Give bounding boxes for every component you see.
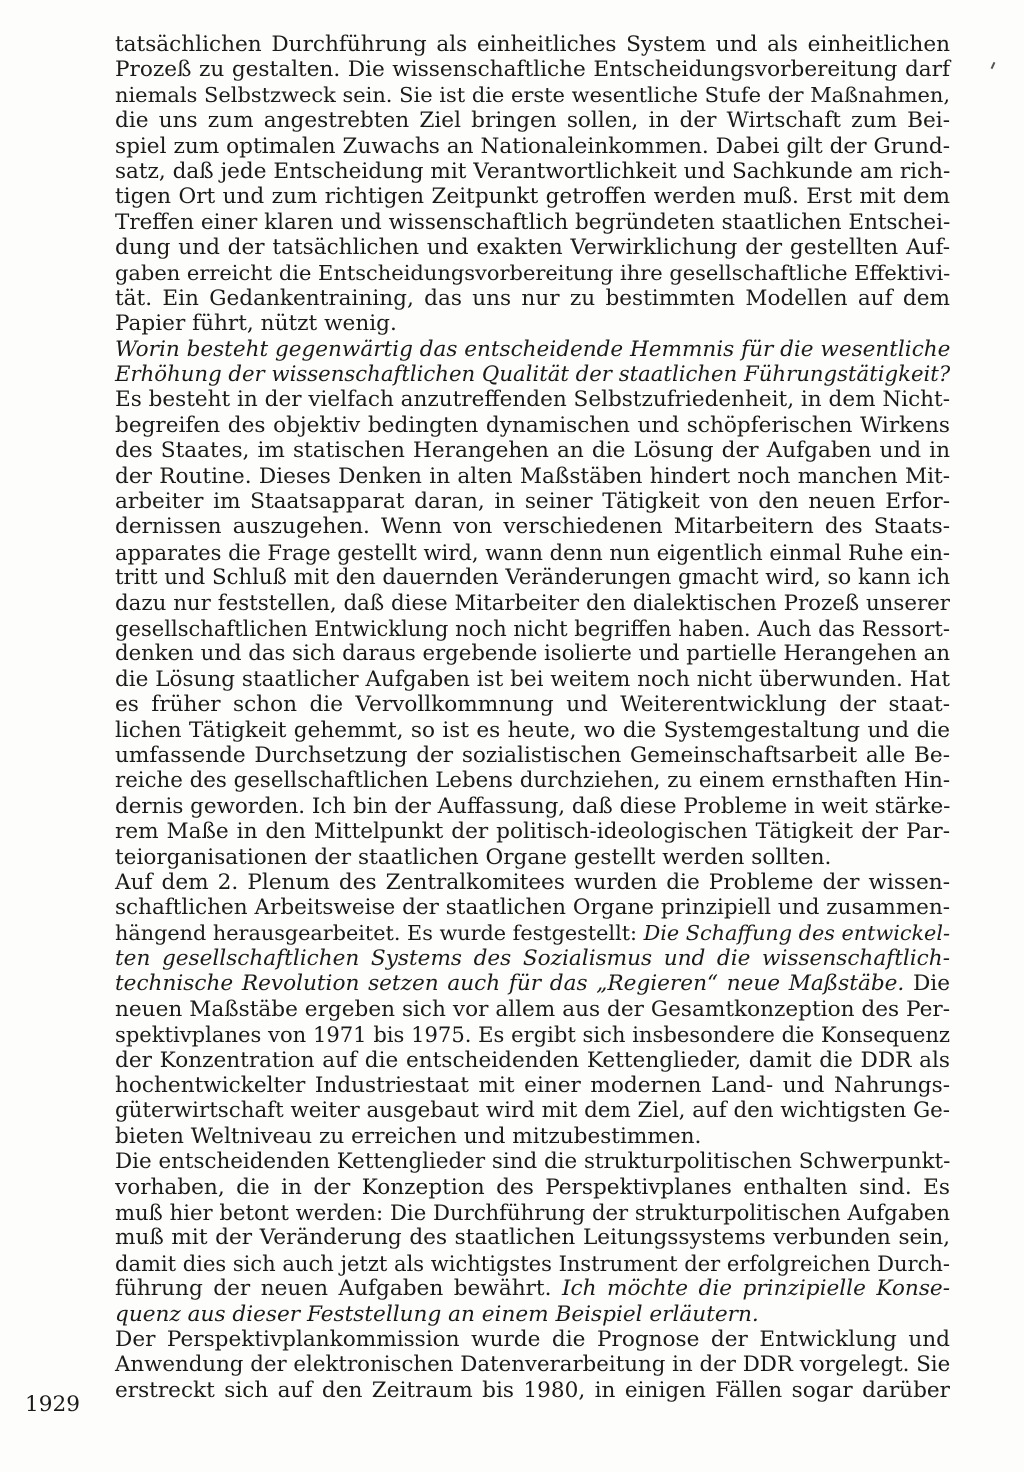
line-text: rem Maße in den Mittelpunkt der politisch-ideologischen Tätigkeit der Par- bbox=[115, 819, 950, 845]
text-line bbox=[115, 819, 950, 844]
text-line bbox=[115, 57, 950, 82]
line-text: begreifen des objektiv bedingten dynamischen und schöpferischen Wirkens bbox=[115, 412, 950, 438]
text-line bbox=[115, 1302, 950, 1327]
line-text: muß hier betont werden: Die Durchführung der strukturpolitischen Aufgaben bbox=[115, 1199, 950, 1225]
line-text: gaben erreicht die Entscheidungsvorbereitung ihre gesellschaftliche Effektivi- bbox=[115, 260, 951, 285]
line-text: neuen Maßstäbe ergeben sich vor allem aus der Gesamtkonzeption des Per- bbox=[115, 996, 950, 1022]
line-text: güterwirtschaft weiter ausgebaut wird mit dem Ziel, auf den wichtigsten Ge- bbox=[115, 1098, 950, 1124]
line-text: dazu nur feststellen, daß diese Mitarbeiter den dialektischen Prozeß unserer bbox=[115, 590, 950, 616]
line-text: Worin besteht gegenwärtig das entscheidende Hemmnis für die wesentliche bbox=[115, 336, 951, 362]
line-text: der Routine. Dieses Denken in alten Maßstäben hindert noch manchen Mit- bbox=[115, 463, 950, 489]
line-text: führung der neuen Aufgaben bewährt. bbox=[115, 1276, 562, 1302]
text-line bbox=[115, 692, 950, 717]
text-line bbox=[115, 1073, 950, 1098]
line-text: tritt und Schluß mit den dauernden Veränderungen gmacht wird, so kann ich bbox=[115, 565, 950, 591]
line-text: der Konzentration auf die entscheidenden Kettenglieder, damit die DDR als bbox=[115, 1047, 950, 1073]
text-line bbox=[115, 794, 950, 819]
text-line bbox=[115, 971, 950, 996]
text-line bbox=[115, 235, 950, 260]
italic-segment: Die Schaffung des entwickel- bbox=[643, 920, 950, 945]
text-line bbox=[115, 667, 950, 692]
text-line bbox=[115, 362, 950, 387]
line-text: die uns zum angestrebten Ziel bringen sollen, in der Wirtschaft zum Bei- bbox=[115, 108, 950, 134]
line-text: Auf dem 2. Plenum des Zentralkomitees wurden die Probleme der wissen- bbox=[115, 869, 950, 895]
text-line bbox=[115, 1098, 950, 1123]
line-text: des Staates, im statischen Herangehen an die Lösung der Aufgaben und in bbox=[115, 438, 950, 464]
text-line bbox=[115, 591, 950, 616]
text-line bbox=[115, 870, 950, 895]
text-line bbox=[115, 1124, 950, 1149]
text-line bbox=[115, 1200, 950, 1225]
text-line bbox=[115, 210, 950, 235]
line-text: tatsächlichen Durchführung als einheitliches System und als einheitlichen bbox=[115, 32, 950, 57]
text-line bbox=[115, 413, 950, 438]
line-text: gesellschaftlichen Entwicklung noch nicht begriffen haben. Auch das Ressort- bbox=[115, 615, 950, 641]
text-line bbox=[115, 464, 950, 489]
line-text: tigen Ort und zum richtigen Zeitpunkt getroffen werden muß. Erst mit dem bbox=[115, 184, 950, 210]
text-line bbox=[115, 921, 950, 946]
line-text: vorhaben, die in der Konzeption des Perspektivplanes enthalten sind. Es bbox=[115, 1174, 950, 1200]
text-line bbox=[115, 1048, 950, 1073]
text-line bbox=[115, 1276, 950, 1301]
text-line bbox=[115, 743, 950, 768]
line-text: Die bbox=[904, 971, 950, 997]
line-text: schaftlichen Arbeitsweise der staatlichen Organe prinzipiell und zusammen- bbox=[115, 895, 950, 921]
text-line bbox=[115, 768, 950, 793]
line-text: Anwendung der elektronischen Datenverarbeitung in der DDR vorgelegt. Sie bbox=[115, 1352, 951, 1378]
line-text: Papier führt, nützt wenig. bbox=[115, 311, 397, 337]
line-text: ten gesellschaftlichen Systems des Sozialismus und die wissenschaftlich- bbox=[115, 946, 950, 972]
body-text bbox=[115, 32, 950, 1403]
line-text: bieten Weltniveau zu erreichen und mitzubestimmen. bbox=[115, 1123, 702, 1149]
line-text: Treffen einer klaren und wissenschaftlich begründeten staatlichen Entschei- bbox=[115, 209, 951, 235]
text-line bbox=[115, 514, 950, 539]
text-line bbox=[115, 337, 950, 362]
line-text: hochentwickelter Industriestaat mit einer modernen Land- und Nahrungs- bbox=[115, 1073, 950, 1099]
text-line bbox=[115, 438, 950, 463]
text-line bbox=[115, 311, 950, 336]
line-text: reiche des gesellschaftlichen Lebens durchziehen, zu einem ernsthaften Hin- bbox=[115, 768, 951, 794]
line-text: die Lösung staatlicher Aufgaben ist bei weitem noch nicht überwunden. Hat bbox=[115, 666, 950, 692]
line-text: es früher schon die Vervollkommnung und Weiterentwicklung der staat- bbox=[115, 692, 950, 718]
line-text: dernis geworden. Ich bin der Auffassung, daß diese Probleme in weit stärke- bbox=[115, 793, 951, 819]
text-line bbox=[115, 1251, 950, 1276]
line-text: damit dies sich auch jetzt als wichtigstes Instrument der erfolgreichen Durch- bbox=[115, 1250, 950, 1276]
text-line bbox=[115, 83, 950, 108]
line-text: quenz aus dieser Feststellung an einem Beispiel erläutern. bbox=[115, 1301, 759, 1327]
text-line bbox=[115, 997, 950, 1022]
text-line bbox=[115, 159, 950, 184]
line-text: denken und das sich daraus ergebende isolierte und partielle Herangehen an bbox=[115, 641, 950, 667]
text-line bbox=[115, 616, 950, 641]
line-text: Der Perspektivplankommission wurde die Prognose der Entwicklung und bbox=[115, 1326, 950, 1352]
line-text: umfassende Durchsetzung der sozialistischen Gemeinschaftsarbeit alle Be- bbox=[115, 742, 950, 768]
text-line bbox=[115, 1225, 950, 1250]
line-text: spektivplanes von 1971 bis 1975. Es ergibt sich insbesondere die Konsequenz bbox=[115, 1022, 950, 1048]
text-line bbox=[115, 565, 950, 590]
text-line bbox=[115, 718, 950, 743]
text-line bbox=[115, 641, 950, 666]
text-line bbox=[115, 1175, 950, 1200]
text-line bbox=[115, 1022, 950, 1047]
text-line bbox=[115, 895, 950, 920]
line-text: Erhöhung der wissenschaftlichen Qualität der staatlichen Führungstätigkeit? bbox=[115, 362, 951, 388]
line-text: muß mit der Veränderung des staatlichen Leitungssystems verbunden sein, bbox=[115, 1225, 950, 1251]
line-text: tät. Ein Gedankentraining, das uns nur zu bestimmten Modellen auf dem bbox=[115, 285, 950, 311]
text-line bbox=[115, 286, 950, 311]
line-text: dernissen auszugehen. Wenn von verschiedenen Mitarbeitern des Staats- bbox=[115, 514, 950, 540]
text-line bbox=[115, 489, 950, 514]
text-line bbox=[115, 1378, 950, 1403]
scan-speck bbox=[991, 62, 996, 69]
line-text: hängend herausgearbeitet. Es wurde festgestellt: bbox=[115, 920, 644, 945]
line-text: teiorganisationen der staatlichen Organe gestellt werden sollten. bbox=[115, 844, 832, 870]
text-line bbox=[115, 261, 950, 286]
text-line bbox=[115, 32, 950, 57]
text-line bbox=[115, 946, 950, 971]
text-line bbox=[115, 845, 950, 870]
line-text: erstreckt sich auf den Zeitraum bis 1980, in einigen Fällen sogar darüber bbox=[115, 1377, 950, 1403]
text-line bbox=[115, 1352, 950, 1377]
text-line bbox=[115, 184, 950, 209]
text-line bbox=[115, 108, 950, 133]
text-line bbox=[115, 134, 950, 159]
text-line bbox=[115, 1149, 950, 1174]
line-text: Es besteht in der vielfach anzutreffenden Selbstzufriedenheit, in dem Nicht- bbox=[115, 387, 950, 413]
text-line bbox=[115, 387, 950, 412]
line-text: Die entscheidenden Kettenglieder sind die strukturpolitischen Schwerpunkt- bbox=[115, 1149, 951, 1175]
line-text: dung und der tatsächlichen und exakten Verwirklichung der gestellten Auf- bbox=[115, 235, 950, 261]
line-text: niemals Selbstzweck sein. Sie ist die erste wesentliche Stufe der Maßnahmen, bbox=[115, 82, 950, 107]
line-text: satz, daß jede Entscheidung mit Verantwortlichkeit und Sachkunde am rich- bbox=[115, 158, 951, 184]
page-number: 1929 bbox=[25, 1392, 80, 1417]
line-text: arbeiter im Staatsapparat daran, in seiner Tätigkeit von den neuen Erfor- bbox=[115, 489, 950, 515]
line-text: Prozeß zu gestalten. Die wissenschaftliche Entscheidungsvorbereitung darf bbox=[115, 57, 950, 83]
line-text: lichen Tätigkeit gehemmt, so ist es heute, wo die Systemgestaltung und die bbox=[115, 717, 950, 743]
line-text: spiel zum optimalen Zuwachs an Nationaleinkommen. Dabei gilt der Grund- bbox=[115, 133, 950, 159]
text-line bbox=[115, 1327, 950, 1352]
italic-segment: technische Revolution setzen auch für das „Regieren“ neue Maßstäbe. bbox=[115, 971, 905, 997]
text-line bbox=[115, 540, 950, 565]
line-text: apparates die Frage gestellt wird, wann denn nun eigentlich einmal Ruhe ein- bbox=[115, 539, 950, 565]
italic-segment: Ich möchte die prinzipielle Konse- bbox=[562, 1276, 950, 1302]
